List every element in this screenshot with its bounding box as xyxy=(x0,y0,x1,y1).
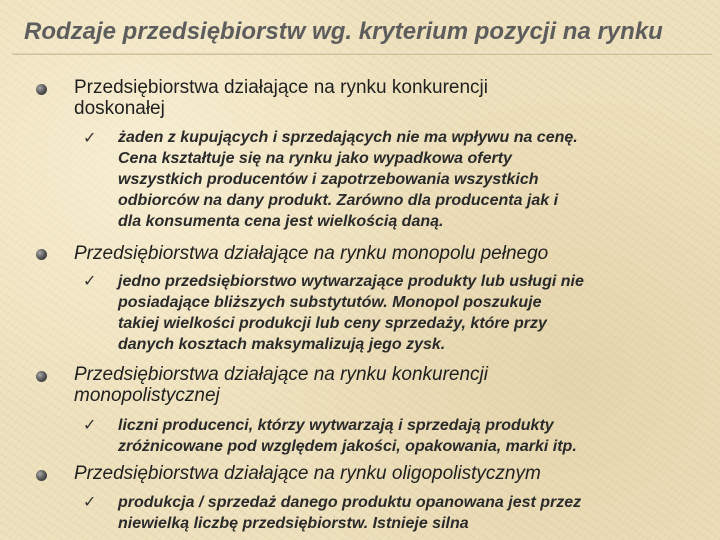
detail-line: niewielką liczbę przedsiębiorstw. Istnieje silna xyxy=(118,515,469,532)
detail-line: danych kosztach maksymalizują jego zysk. xyxy=(118,336,446,353)
heading-line: Przedsiębiorstwa działające na rynku konkurencji xyxy=(74,77,488,98)
heading-line: Przedsiębiorstwa działające na rynku konkurencji xyxy=(74,364,488,385)
detail-line: produkcja / sprzedaż danego produktu opanowana jest przez xyxy=(118,494,582,511)
detail-line: jedno przedsiębiorstwo wytwarzające produkty lub usługi nie xyxy=(118,273,584,290)
detail-line: dla konsumenta cena jest wielkością daną. xyxy=(118,213,444,230)
checkmark-icon: ✓ xyxy=(83,417,97,434)
item-detail xyxy=(118,271,708,355)
detail-line: żaden z kupujących i sprzedających nie ma wpływu na cenę. xyxy=(118,129,578,146)
detail-line: liczni producenci, którzy wytwarzają i sprzedają produkty xyxy=(118,417,554,434)
detail-line: wszystkich producentów i zapotrzebowania wszystkich xyxy=(118,171,539,188)
bullet-icon xyxy=(36,371,47,382)
item-heading xyxy=(74,463,694,484)
item-detail xyxy=(118,492,708,534)
heading-line: Przedsiębiorstwa działające na rynku oligopolistycznym xyxy=(74,463,541,484)
heading-line: monopolistycznej xyxy=(74,385,220,406)
detail-line: Cena kształtuje się na rynku jako wypadkowa oferty xyxy=(118,150,512,167)
slide-title: Rodzaje przedsiębiorstw wg. kryterium pozycji na rynku xyxy=(24,18,663,45)
item-heading xyxy=(74,243,694,264)
heading-line: Przedsiębiorstwa działające na rynku monopolu pełnego xyxy=(74,243,549,264)
title-divider xyxy=(12,52,712,55)
heading-line: doskonałej xyxy=(74,98,165,119)
item-detail xyxy=(118,415,708,457)
checkmark-icon: ✓ xyxy=(83,130,97,147)
checkmark-icon: ✓ xyxy=(83,273,97,290)
item-detail xyxy=(118,127,708,232)
bullet-icon xyxy=(36,249,47,260)
detail-line: posiadające bliższych substytutów. Monopol poszukuje xyxy=(118,294,542,311)
checkmark-icon: ✓ xyxy=(83,494,97,511)
bullet-icon xyxy=(36,470,47,481)
item-heading xyxy=(74,77,694,119)
bullet-icon xyxy=(36,84,47,95)
detail-line: takiej wielkości produkcji lub ceny sprzedaży, które przy xyxy=(118,315,547,332)
item-heading xyxy=(74,364,694,406)
detail-line: zróżnicowane pod względem jakości, opakowania, marki itp. xyxy=(118,438,577,455)
detail-line: odbiorców na dany produkt. Zarówno dla producenta jak i xyxy=(118,192,559,209)
